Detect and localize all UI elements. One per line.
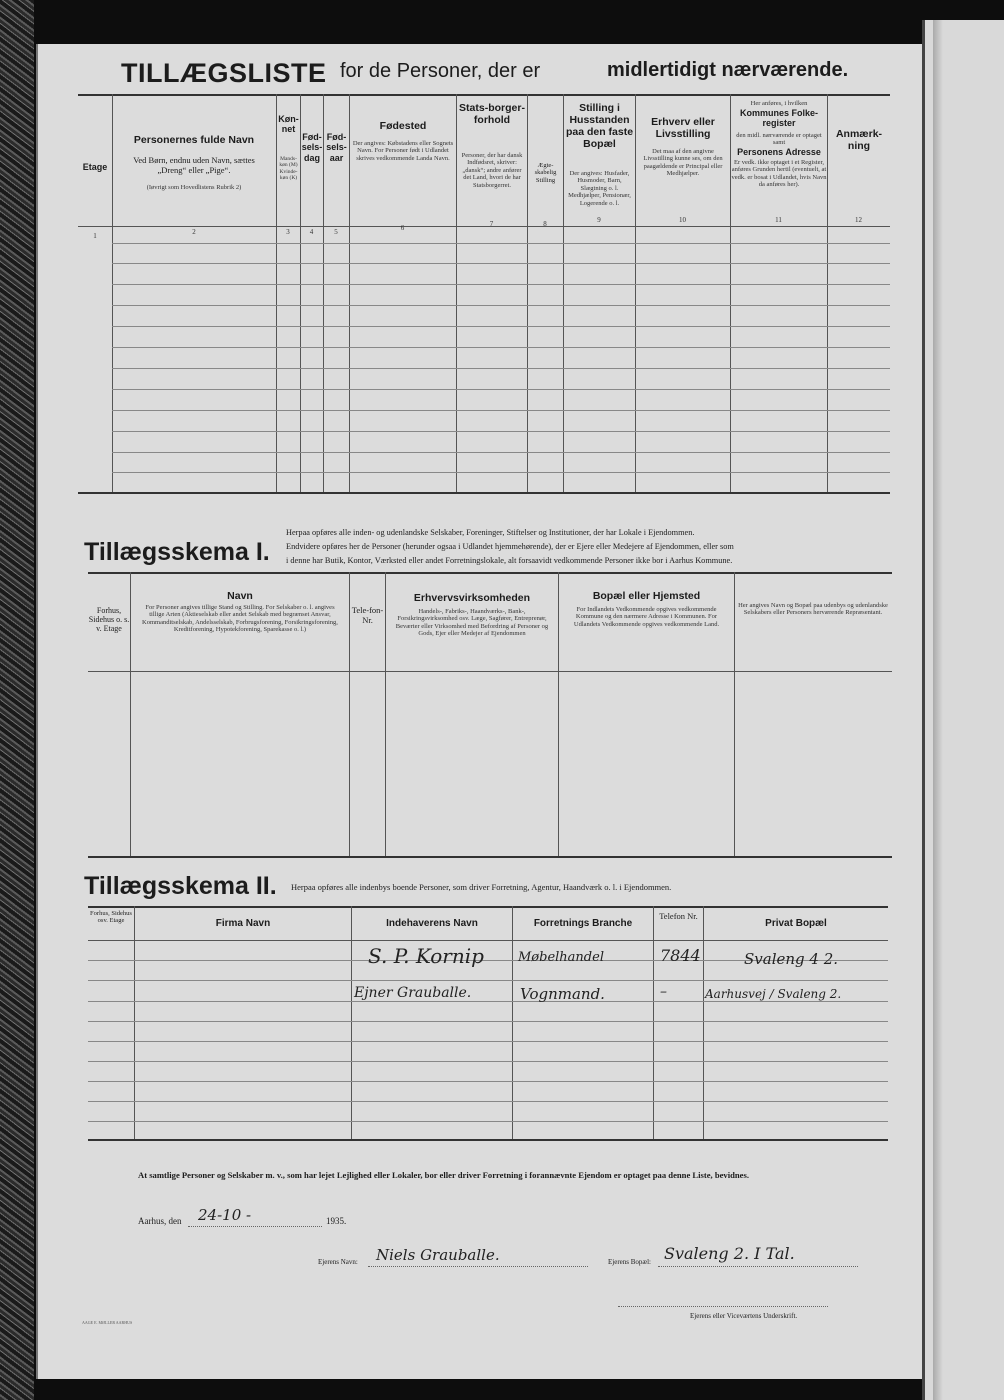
t1-row-line	[112, 326, 890, 327]
s2-col-divider	[703, 906, 704, 1139]
t1-col-gender-sub: Mands-køn (M) Kvinde-køn (K)	[279, 156, 298, 181]
skema1-bottom-border	[88, 856, 892, 858]
t1-col-citizenship-sub: Personer, der har dansk Indfødsret, skriver: „dansk“; andre anfører det Land, hvori de har Statsborgerret.	[461, 152, 523, 189]
t1-col-register-sub: Er vedk. ikke optaget i et Register, anføres Grunden hertil (eventuelt, at vedk. er bosat i Udlandet, hvis Navn da anføres her).	[731, 159, 827, 189]
t1-row-line	[112, 452, 890, 453]
t1-col-divider	[563, 94, 564, 492]
s1-col-residence-title: Bopæl eller Hjemsted	[592, 590, 701, 602]
printer-mark: AAGE E. MØLLER AARHUS	[82, 1320, 133, 1325]
skema1-intro-line3: i denne har Butik, Kontor, Værksted eller andet Forretningslokale, alt forsaavidt vedkommende Personer ikke bor i Aarhus Kommune.	[286, 556, 733, 565]
owner-address-handwritten: Svaleng 2. I Tal.	[664, 1244, 795, 1263]
table1-top-border	[78, 94, 890, 96]
row2-owner: Ejner Grauballe.	[354, 985, 472, 1001]
t1-col-occupation-sub: Det maa af den angivne Livsstilling kunne ses, om den paagældende er Principal eller Medhjælper.	[643, 148, 723, 178]
t1-col-gender: Køn-net	[278, 114, 299, 135]
s1-col-business-sub: Handels-, Fabriks-, Haandværks-, Bank-, Forsikringsvirksomhed osv. Læge, Sagfører, Entreprenør, Beværter eller Virksomhed med Befordring af Personer og Gods, Ejer eller Medejer af Ejendommen	[395, 608, 549, 638]
t1-col-household-sub: Der angives: Husfader, Husmoder, Barn, Slægtning o. l. Medhjælper, Pensionær, Logerende o. l.	[568, 170, 631, 207]
s1-col-phone: Tele-fon-Nr.	[351, 605, 384, 625]
t1-col-divider	[635, 94, 636, 492]
owner-name-line	[368, 1266, 588, 1267]
row2-phone: –	[660, 984, 667, 1000]
t1-col-occupation: Erhverv eller Livsstilling	[651, 116, 715, 141]
date-line	[188, 1226, 322, 1227]
col-number: 8	[543, 220, 547, 228]
skema2-header-bottom	[88, 940, 888, 941]
t1-col-birthyear: Fød-sels-aar	[326, 132, 347, 163]
t1-col-birthday: Fød-sels-dag	[301, 132, 323, 163]
signature-label: Ejerens eller Viceværtens Underskrift.	[690, 1312, 798, 1320]
title-bold: midlertidigt nærværende.	[607, 59, 849, 81]
skema2-top-border	[88, 906, 888, 908]
s2-row-line	[88, 1041, 888, 1042]
s2-row-line	[88, 1061, 888, 1062]
skema2-bottom-border	[88, 1139, 888, 1141]
table1-bottom-border	[78, 492, 890, 494]
s1-col-divider	[734, 572, 735, 856]
t1-col-name-title: Personernes fulde Navn	[133, 134, 255, 146]
t1-row-line	[112, 472, 890, 473]
row1-address: Svaleng 4 2.	[744, 950, 839, 968]
t1-col-divider	[276, 94, 277, 492]
page-fold	[933, 20, 943, 1400]
s1-col-business-title: Erhvervsvirksomheden	[413, 592, 531, 604]
skema1-top-border	[88, 572, 892, 574]
s2-col-owner: Indehaverens Navn	[386, 918, 478, 929]
t1-col-name-note: (Iøvrigt som Hovedlistens Rubrik 2)	[146, 184, 242, 191]
book-binding-spine	[0, 0, 34, 1400]
t1-col-divider	[349, 94, 350, 492]
title-rest: for de Personer, der er	[340, 60, 541, 82]
row1-phone: 7844	[660, 946, 701, 965]
t1-col-divider	[527, 94, 528, 492]
skema2-title: Tillægsskema II.	[84, 872, 277, 900]
s1-col-name-sub: For Personer angives tillige Stand og Stilling. For Selskaber o. l. angives tillige Arten (Aktieselskab eller andet Selskab med begrænset Ansvar, Kommanditselskab, Andelsselskab, Forbrugsforening, Forsikringsforening, Kreditforening, Hypotekforening, Sparekasse o. l.)	[142, 604, 338, 634]
t1-col-remarks: Anmærk-ning	[835, 128, 883, 153]
t1-col-register-pre: Her anføres, i hvilken	[750, 100, 808, 107]
t1-col-divider	[827, 94, 828, 492]
s2-row-line	[88, 1001, 888, 1002]
row2-address: Aarhusvej / Svaleng 2.	[705, 987, 842, 1001]
t1-col-citizenship: Stats-borger-forhold	[459, 102, 525, 127]
t1-col-register-mid: den midl. nærværende er optaget samt	[736, 132, 822, 147]
s1-col-divider	[558, 572, 559, 856]
col-number: 10	[679, 216, 686, 224]
attestation-text: At samtlige Personer og Selskaber m. v., som har lejet Lejlighed eller Lokaler, bor eller driver Forretning i forannævnte Ejendom er optaget paa denne Liste, bevidnes.	[138, 1170, 749, 1180]
s1-col-floor: Forhus, Sidehus o. s. v. Etage	[88, 606, 130, 634]
t1-row-line	[112, 243, 890, 244]
s2-row-line	[88, 1121, 888, 1122]
col-number: 12	[855, 216, 862, 224]
s2-col-phone: Telefon Nr.	[659, 911, 698, 921]
t1-row-line	[112, 368, 890, 369]
col-number: 1	[93, 232, 97, 240]
col-number: 6	[400, 224, 405, 232]
date-handwritten: 24-10 -	[198, 1206, 252, 1224]
t1-row-line	[112, 410, 890, 411]
skema2-intro: Herpaa opføres alle indenbys boende Personer, som driver Forretning, Agentur, Haandværk o. l. i Ejendommen.	[291, 882, 672, 892]
s2-row-line	[88, 980, 888, 981]
t1-col-birthplace: Fødested	[379, 120, 427, 132]
t1-row-line	[112, 284, 890, 285]
col-number: 2	[192, 228, 196, 236]
s2-col-divider	[134, 906, 135, 1139]
s2-col-branch: Forretnings Branche	[533, 918, 633, 929]
col-number: 9	[597, 216, 601, 224]
s2-col-floor: Forhus, Sidehus osv. Etage	[90, 910, 132, 925]
t1-col-name-sub: Ved Børn, endnu uden Navn, sættes „Dreng“ eller „Pige“.	[133, 155, 255, 175]
s2-col-divider	[351, 906, 352, 1139]
form-page	[36, 44, 922, 1379]
year-label: 1935.	[326, 1216, 347, 1226]
s1-col-representative: Her angives Navn og Bopæl paa udenbys og udenlandske Selskabers eller Personers herværende Repræsentant.	[738, 602, 888, 617]
signature-line	[618, 1306, 828, 1307]
col-number: 7	[489, 220, 494, 228]
s1-col-name-title: Navn	[227, 590, 253, 602]
t1-col-birthplace-sub: Der angives: Købstadens eller Sognets Navn. For Personer født i Udlandet skrives vedkommende Landa Navn.	[352, 140, 454, 162]
t1-col-divider	[112, 94, 113, 492]
s2-row-line	[88, 1021, 888, 1022]
s2-row-line	[88, 1101, 888, 1102]
row1-owner: S. P. Kornip	[368, 944, 484, 968]
s1-col-divider	[130, 572, 131, 856]
col-number: 3	[286, 228, 290, 236]
skema1-title: Tillægsskema I.	[84, 538, 270, 566]
s2-row-line	[88, 1081, 888, 1082]
row1-branch: Møbelhandel	[518, 950, 604, 965]
s2-col-divider	[653, 906, 654, 1139]
skema1-header-bottom	[88, 671, 892, 672]
s1-col-divider	[385, 572, 386, 856]
t1-col-household: Stilling i Husstanden paa den faste Bopæl	[565, 102, 634, 151]
owner-name-handwritten: Niels Grauballe.	[376, 1246, 500, 1264]
t1-row-line	[112, 347, 890, 348]
t1-col-etage: Etage	[82, 162, 108, 172]
s2-col-firm: Firma Navn	[215, 918, 271, 929]
skema1-intro-line1: Herpaa opføres alle inden- og udenlandske Selskaber, Foreninger, Stiftelser og Institutioner, der har Lokale i Ejendommen.	[286, 528, 695, 537]
s2-col-address: Privat Bopæl	[765, 918, 827, 929]
skema1-intro-line2: Endvidere opføres her de Personer (herunder ogsaa i Udlandet hjemmehørende), der er Ejere eller Medejere af Ejendommen, eller som	[286, 542, 734, 551]
col-number: 5	[334, 228, 338, 236]
owner-address-line	[658, 1266, 858, 1267]
t1-col-divider	[456, 94, 457, 492]
row2-branch: Vognmand.	[520, 985, 605, 1003]
t1-col-marital: Ægte-skabelig Stilling	[534, 162, 557, 184]
t1-col-register-title2: Personens Adresse	[737, 147, 821, 157]
t1-row-line	[112, 431, 890, 432]
title-big: TILLÆGSLISTE	[121, 58, 327, 88]
t1-row-line	[112, 305, 890, 306]
t1-row-line	[112, 389, 890, 390]
place-label: Aarhus, den	[138, 1216, 182, 1226]
s2-col-divider	[512, 906, 513, 1139]
owner-name-label: Ejerens Navn:	[318, 1258, 358, 1266]
col-number: 11	[775, 216, 782, 224]
owner-address-label: Ejerens Bopæl:	[608, 1258, 651, 1266]
t1-col-register-title: Kommunes Folke-register	[739, 108, 818, 129]
s1-col-residence-sub: For Indlandets Vedkommende opgives vedkommende Kommune og den nærmere Adresse i Kommunen. For Udlandets Vedkommende opgives vedkommende Land.	[573, 606, 720, 628]
facing-page	[922, 20, 1004, 1400]
col-number: 4	[309, 228, 314, 236]
t1-row-line	[112, 263, 890, 264]
